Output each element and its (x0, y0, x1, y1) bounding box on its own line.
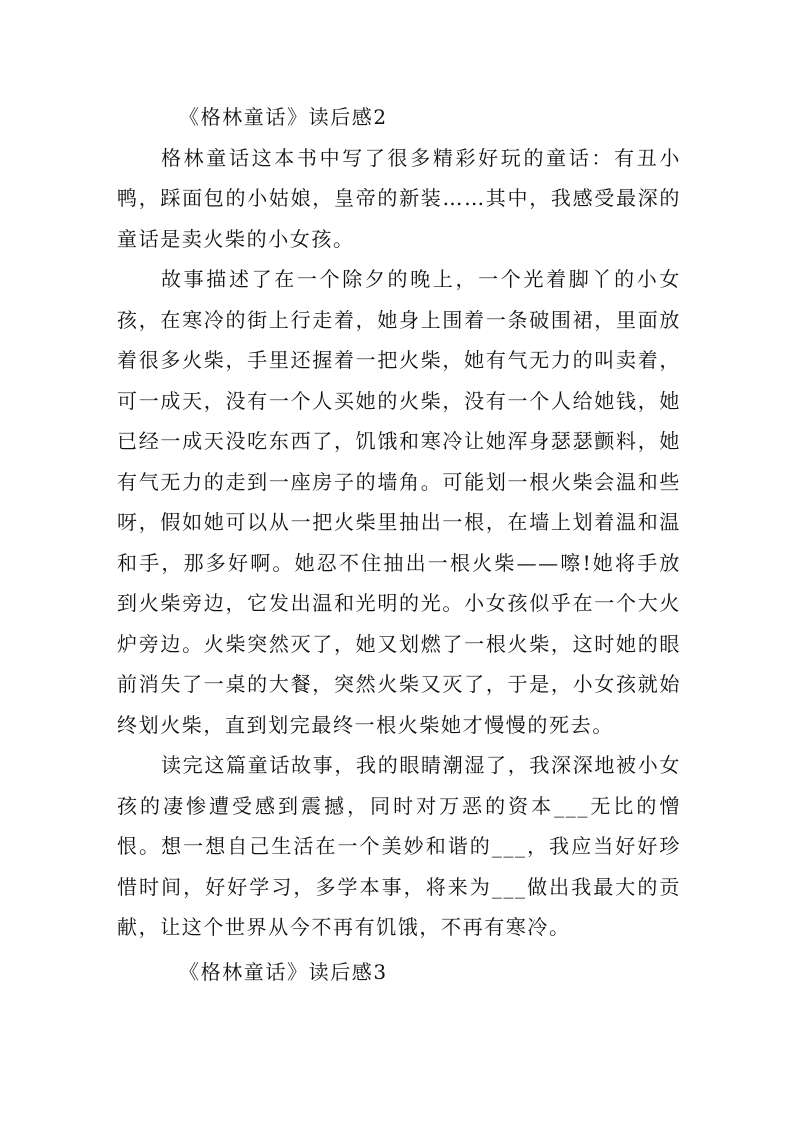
paragraph-2: 故事描述了在一个除夕的晚上，一个光着脚丫的小女孩，在寒冷的街上行走着，她身上围着一条破围裙，里面放着很多火柴，手里还握着一把火柴，她有气无力的叫卖着，可一成天，没有一个人买她的火柴，没有一个人给她钱，她已经一成天没吃东西了，饥饿和寒冷让她浑身瑟瑟颤料，她有气无力的走到一座房子的墙角。可能划一根火柴会温和些呀，假如她可以从一把火柴里抽出一根，在墙上划着温和温和手，那多好啊。她忍不住抽出一根火柴——嚓!她将手放到火柴旁边，它发出温和光明的光。小女孩似乎在一个大火炉旁边。火柴突然灭了，她又划燃了一根火柴，这时她的眼前消失了一桌的大餐，突然火柴又灭了，于是，小女孩就始终划火柴，直到划完最终一根火柴她才慢慢的死去。 (117, 267, 681, 737)
section-heading-2: 《格林童话》读后感2 (179, 105, 388, 129)
paragraph-3: 读完这篇童话故事，我的眼睛潮湿了，我深深地被小女孩的凄惨遭受感到震撼，同时对万恶的资本___无比的憎恨。想一想自己生活在一个美妙和谐的___，我应当好好珍惜时间，好好学习，多学本事，将来为___做出我最大的贡献，让这个世界从今不再有饥饿，不再有寒冷。 (117, 753, 681, 939)
document-body (117, 97, 681, 992)
section-heading-3: 《格林童话》读后感3 (179, 959, 388, 984)
paragraph-1: 格林童话这本书中写了很多精彩好玩的童话：有丑小鸭，踩面包的小姑娘，皇帝的新装……其中，我感受最深的童话是卖火柴的小女孩。 (117, 145, 681, 251)
